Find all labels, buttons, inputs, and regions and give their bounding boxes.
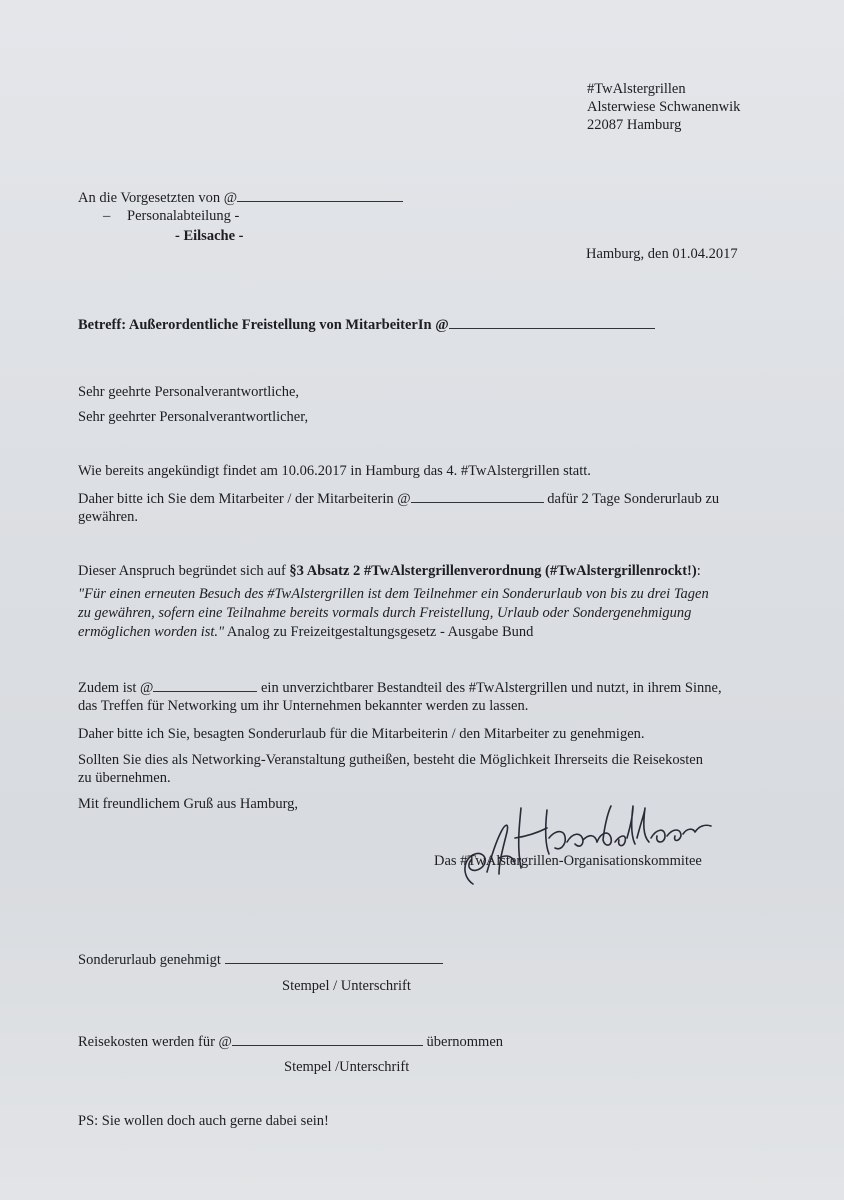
subject-text: Betreff: Außerordentliche Freistellung von MitarbeiterIn @ bbox=[78, 317, 449, 333]
para2-source: Analog zu Freizeitgestaltungsgesetz - Ausgabe Bund bbox=[224, 624, 534, 640]
handwritten-signature bbox=[455, 788, 715, 898]
ps-line: PS: Sie wollen doch auch gerne dabei sein! bbox=[78, 1113, 329, 1129]
approval1-blank bbox=[225, 951, 443, 964]
para2-quote-2: zu gewähren, sofern eine Teilnahme bereits vormals durch Freistellung, Urlaub oder Sondergenehmigung bbox=[78, 605, 692, 621]
approval2-caption: Stempel /Unterschrift bbox=[284, 1059, 410, 1075]
sender-line-1: #TwAlstergrillen bbox=[587, 81, 686, 97]
sender-line-3: 22087 Hamburg bbox=[587, 117, 682, 133]
para3-line-1 bbox=[78, 679, 722, 697]
recipient-dash: – bbox=[103, 208, 111, 224]
para1-text-b: dafür 2 Tage Sonderurlaub zu bbox=[547, 491, 720, 507]
para3-text-b: ein unverzichtbarer Bestandteil des #TwAlstergrillen und nutzt, in ihrem Sinne, bbox=[261, 680, 722, 696]
recipient-line-3: - Eilsache - bbox=[175, 228, 244, 244]
approval2-blank bbox=[232, 1033, 423, 1046]
subject-line bbox=[78, 316, 655, 334]
para3-line-4: Sollten Sie dies als Networking-Veranstaltung gutheißen, besteht die Möglichkeit Ihrerseits die Reisekosten bbox=[78, 752, 703, 768]
approval1-caption: Stempel / Unterschrift bbox=[282, 978, 411, 994]
para3-line-5: zu übernehmen. bbox=[78, 770, 171, 786]
approval2-line bbox=[78, 1033, 503, 1051]
approval1-label: Sonderurlaub genehmigt bbox=[78, 952, 221, 968]
para1-line-1: Wie bereits angekündigt findet am 10.06.2017 in Hamburg das 4. #TwAlstergrillen statt. bbox=[78, 463, 591, 479]
para3-blank bbox=[153, 679, 257, 692]
para3-line-3: Daher bitte ich Sie, besagten Sonderurlaub für die Mitarbeiterin / den Mitarbeiter zu genehmigen. bbox=[78, 726, 645, 742]
para2-intro-line bbox=[78, 562, 701, 580]
greeting-line-1: Sehr geehrte Personalverantwortliche, bbox=[78, 384, 300, 400]
para3-line-2: das Treffen für Networking um ihr Unternehmen bekannter werden zu lassen. bbox=[78, 698, 529, 714]
para2-quote-1: "Für einen erneuten Besuch des #TwAlstergrillen ist dem Teilnehmer ein Sonderurlaub von bis zu drei Tagen bbox=[78, 586, 709, 602]
approval1-line bbox=[78, 951, 443, 969]
para2-colon: : bbox=[696, 563, 701, 579]
approval2-label-a: Reisekosten werden für @ bbox=[78, 1034, 232, 1050]
para2-law: §3 Absatz 2 #TwAlstergrillenverordnung (#TwAlstergrillenrockt!) bbox=[289, 563, 697, 579]
para2-intro: Dieser Anspruch begründet sich auf bbox=[78, 563, 290, 579]
para1-text-a: Daher bitte ich Sie dem Mitarbeiter / der Mitarbeiterin @ bbox=[78, 491, 411, 507]
recipient-line-1 bbox=[78, 189, 403, 207]
sender-line-2: Alsterwiese Schwanenwik bbox=[587, 99, 741, 115]
subject-blank bbox=[449, 316, 655, 329]
para1-line-3: gewähren. bbox=[78, 509, 138, 525]
signature-block: Das #TwAlstergrillen-Organisationskommitee bbox=[434, 853, 702, 869]
para3-text-a: Zudem ist @ bbox=[78, 680, 154, 696]
date-line: Hamburg, den 01.04.2017 bbox=[586, 246, 738, 262]
para2-quote-3: ermöglichen worden ist." bbox=[78, 624, 225, 640]
recipient-blank bbox=[237, 189, 403, 202]
recipient-line-2: Personalabteilung - bbox=[127, 208, 240, 224]
para1-blank bbox=[411, 490, 544, 503]
closing-line: Mit freundlichem Gruß aus Hamburg, bbox=[78, 796, 299, 812]
para2-quote-3-line bbox=[78, 623, 533, 641]
para1-line-2 bbox=[78, 490, 719, 508]
greeting-line-2: Sehr geehrter Personalverantwortlicher, bbox=[78, 409, 309, 425]
recipient-label: An die Vorgesetzten von @ bbox=[78, 190, 238, 206]
approval2-label-b: übernommen bbox=[426, 1034, 504, 1050]
